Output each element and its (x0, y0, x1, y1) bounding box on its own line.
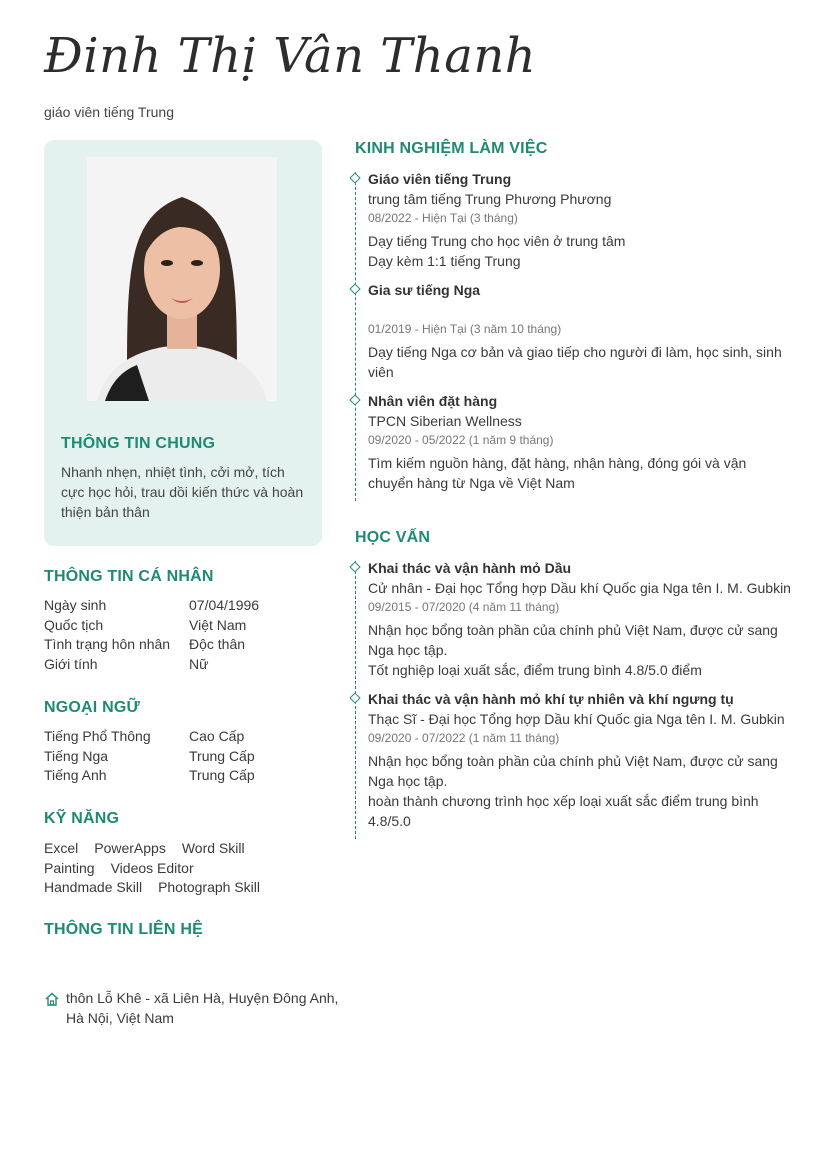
education-title: Khai thác và vận hành mỏ Dầu (368, 560, 572, 576)
languages-heading: NGOẠI NGỮ (44, 699, 140, 716)
experience-title: Nhân viên đặt hàng (368, 393, 498, 409)
general-info-heading: THÔNG TIN CHUNG (61, 435, 216, 452)
experience-title: Giáo viên tiếng Trung (368, 171, 512, 187)
personal-value: Nữ (189, 655, 209, 672)
education-timeline (355, 559, 795, 831)
education-desc-line: Nhận học bổng toàn phần của chính phủ Việt Nam, được cử sang Nga học tập. (368, 622, 778, 658)
education-date: 09/2015 - 07/2020 (4 năm 11 tháng) (368, 600, 560, 614)
language-name: Tiếng Phổ Thông (44, 728, 151, 744)
personal-value: 07/04/1996 (189, 597, 260, 613)
experience-title: Gia sư tiếng Nga (368, 282, 481, 298)
address-line: Hà Nội, Việt Nam (66, 1009, 174, 1026)
skill-item: PowerApps (94, 840, 166, 856)
timeline-marker (349, 172, 360, 183)
experience-timeline (355, 170, 795, 493)
experience-desc-line: Dạy kèm 1:1 tiếng Trung (368, 253, 521, 269)
general-info-card (44, 140, 322, 546)
education-heading: HỌC VẤN (355, 529, 431, 546)
skill-item: Painting (44, 859, 95, 876)
general-info-text: Nhanh nhẹn, nhiệt tình, cởi mở, tích cực học hỏi, trau dồi kiến thức và hoàn thiện bản thân (61, 464, 304, 520)
education-item (368, 559, 795, 680)
languages-section (44, 699, 309, 786)
experience-date: 01/2019 - Hiện Tại (3 năm 10 tháng) (368, 322, 562, 336)
experience-item (368, 281, 795, 382)
education-school: Cử nhân - Đại học Tổng hợp Dầu khí Quốc gia Nga tên I. M. Gubkin (368, 580, 791, 596)
language-name: Tiếng Anh (44, 767, 107, 783)
personal-info-section (44, 568, 309, 674)
education-date: 09/2020 - 07/2022 (1 năm 11 tháng) (368, 731, 560, 745)
timeline-marker (349, 692, 360, 703)
profile-photo (87, 157, 277, 401)
home-icon (44, 991, 60, 1007)
personal-label: Giới tính (44, 655, 98, 672)
education-desc-line: Nhận học bổng toàn phần của chính phủ Việt Nam, được cử sang Nga học tập. (368, 753, 778, 789)
skill-item: Word Skill (181, 840, 245, 856)
portrait-image (87, 157, 277, 401)
personal-info-heading: THÔNG TIN CÁ NHÂN (44, 568, 214, 585)
personal-label: Ngày sinh (44, 597, 107, 613)
education-item (368, 690, 795, 831)
education-section (355, 529, 795, 841)
experience-desc-line: Dạy tiếng Trung cho học viên ở trung tâm (368, 233, 626, 249)
experience-item (368, 392, 795, 493)
timeline-marker (349, 283, 360, 294)
contact-section (44, 921, 203, 939)
experience-date: 09/2020 - 05/2022 (1 năm 9 tháng) (368, 433, 554, 447)
education-desc-line: hoàn thành chương trình học xếp loại xuất sắc điểm trung bình 4.8/5.0 (368, 793, 759, 829)
language-level: Trung Cấp (189, 747, 255, 764)
timeline-marker (349, 394, 360, 405)
experience-item (368, 170, 795, 271)
personal-label: Tình trạng hôn nhân (44, 636, 171, 652)
experience-section (355, 140, 795, 503)
contact-address (44, 989, 344, 1028)
job-title: giáo viên tiếng Trung (44, 104, 174, 120)
skill-item: Videos Editor (110, 859, 194, 876)
language-name: Tiếng Nga (44, 747, 109, 764)
personal-value: Độc thân (189, 636, 246, 652)
language-level: Trung Cấp (189, 767, 255, 783)
experience-org: TPCN Siberian Wellness (368, 413, 522, 429)
full-name: Đinh Thị Vân Thanh (44, 28, 537, 84)
timeline-marker (349, 561, 360, 572)
skill-item: Photograph Skill (158, 879, 261, 895)
address-line: thôn Lỗ Khê - xã Liên Hà, Huyện Đông Anh, (66, 990, 339, 1006)
experience-org: trung tâm tiếng Trung Phương Phương (368, 191, 612, 207)
skills-heading: KỸ NĂNG (44, 810, 120, 827)
experience-date: 08/2022 - Hiện Tại (3 tháng) (368, 211, 518, 225)
education-desc-line: Tốt nghiệp loại xuất sắc, điểm trung bình 4.8/5.0 điểm (368, 662, 702, 678)
contact-heading: THÔNG TIN LIÊN HỆ (44, 921, 203, 938)
skill-item: Handmade Skill (44, 879, 143, 895)
experience-heading: KINH NGHIỆM LÀM VIỆC (355, 140, 548, 157)
education-title: Khai thác và vận hành mỏ khí tự nhiên và khí ngưng tụ (368, 691, 734, 707)
personal-value: Việt Nam (189, 616, 247, 633)
personal-label: Quốc tịch (44, 616, 104, 633)
skills-section (44, 810, 324, 898)
language-level: Cao Cấp (189, 728, 245, 744)
experience-desc-line: Dạy tiếng Nga cơ bản và giao tiếp cho người đi làm, học sinh, sinh viên (368, 344, 782, 380)
education-school: Thạc Sĩ - Đại học Tổng hợp Dầu khí Quốc gia Nga tên I. M. Gubkin (368, 711, 785, 727)
experience-org (368, 300, 795, 320)
experience-desc-line: Tìm kiếm nguồn hàng, đặt hàng, nhận hàng, đóng gói và vận chuyển hàng từ Nga về Việt Nam (368, 455, 747, 491)
skill-item: Excel (44, 840, 79, 856)
